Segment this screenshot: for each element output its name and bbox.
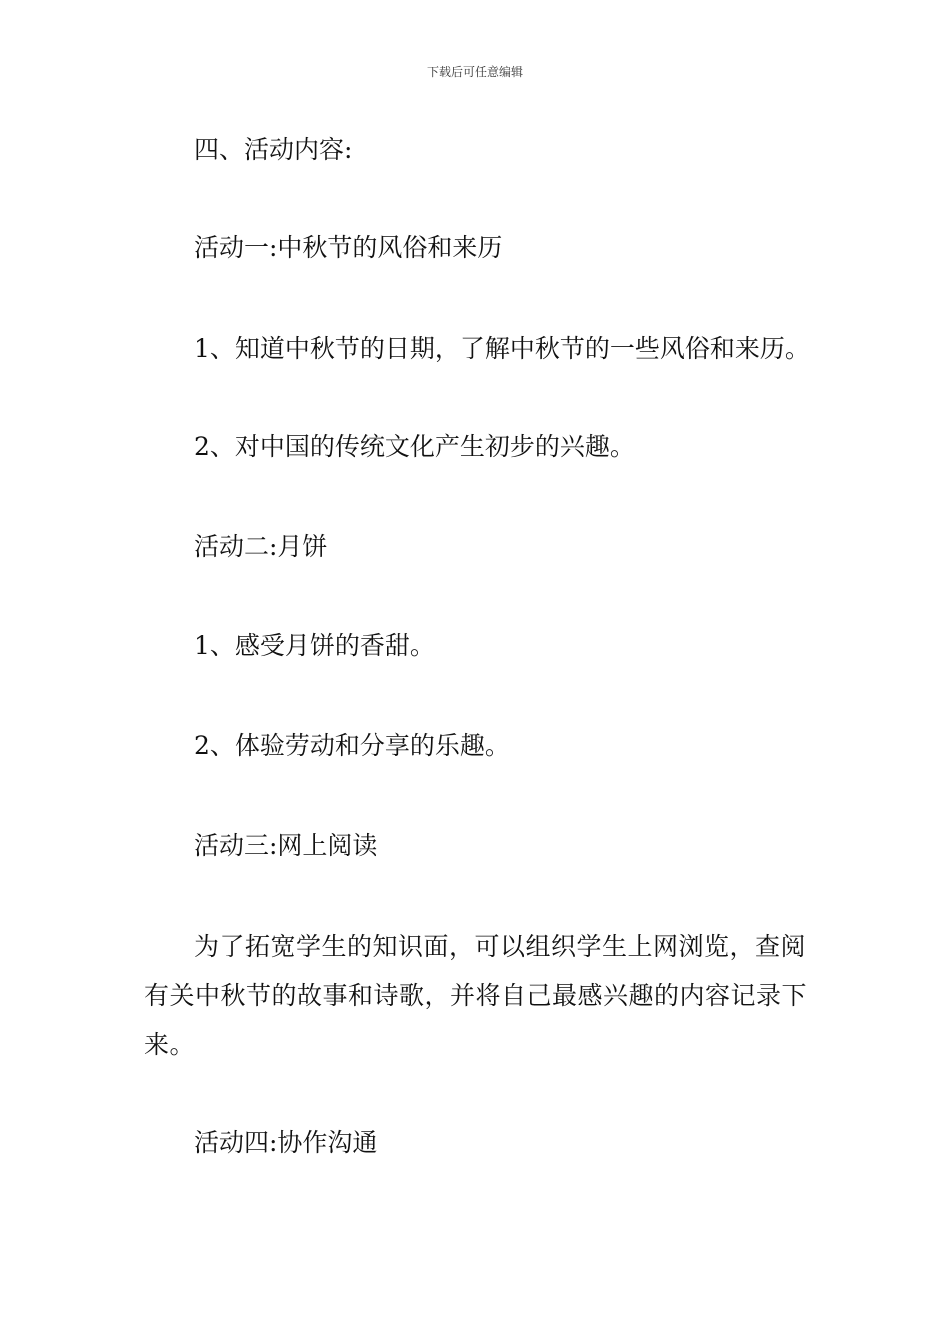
- page-header: 下载后可任意编辑: [426, 65, 523, 79]
- activity-1-item-2: 2、对中国的传统文化产生初步的兴趣。: [194, 432, 635, 461]
- activity-2-title: 活动二:月饼: [194, 532, 328, 561]
- activity-2-item-1: 1、感受月饼的香甜。: [194, 631, 435, 660]
- activity-1-title: 活动一:中秋节的风俗和来历: [194, 233, 503, 262]
- activity-1-item-1: 1、知道中秋节的日期，了解中秋节的一些风俗和来历。: [194, 334, 810, 363]
- activity-3-paragraph: 为了拓宽学生的知识面，可以组织学生上网浏览，查阅有关中秋节的故事和诗歌，并将自己最感兴趣的内容记录下来。: [144, 932, 808, 1059]
- activity-4-title: 活动四:协作沟通: [194, 1128, 378, 1157]
- activity-2-item-2: 2、体验劳动和分享的乐趣。: [194, 731, 510, 760]
- section-title: 四、活动内容:: [194, 135, 353, 164]
- activity-3-title: 活动三:网上阅读: [194, 831, 378, 860]
